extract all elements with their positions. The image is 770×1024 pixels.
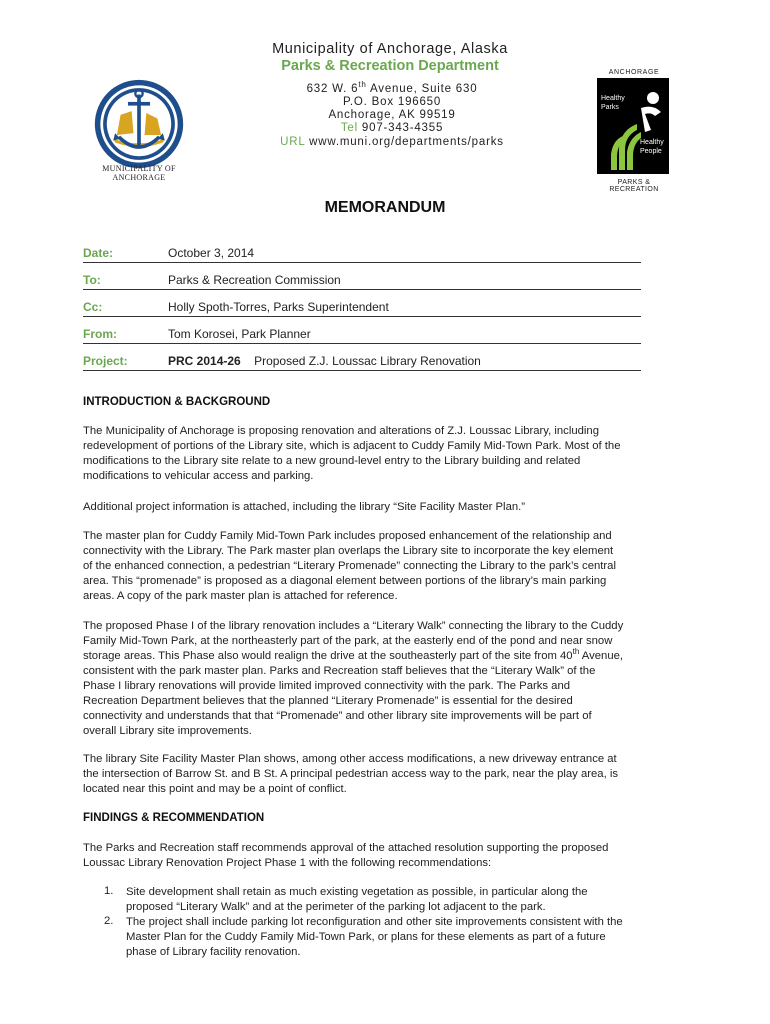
hp-logo-top-text: ANCHORAGE: [608, 69, 660, 76]
municipality-title: Municipality of Anchorage, Alaska: [272, 41, 508, 57]
paragraph-site-facility: The library Site Facility Master Plan shows, among other access modifications, a new driveway entrance at the intersection of Barrow St. and B St. A principal pedestrian access way to the park, near the play area, is located near this point and may be a point of conflict.: [83, 753, 619, 795]
to-value: Parks & Recreation Commission: [168, 273, 341, 287]
municipality-seal-icon: [93, 78, 185, 170]
seal-caption: MUNICIPALITY OF ANCHORAGE: [102, 164, 176, 182]
address-line-2: P.O. Box 196650: [342, 96, 442, 108]
divider: [83, 343, 641, 344]
list-number: 1.: [104, 885, 114, 897]
to-label: To:: [83, 273, 101, 287]
list-number: 2.: [104, 915, 114, 927]
address-line-1: 632 W. 6th Avenue, Suite 630: [306, 80, 478, 95]
divider: [83, 370, 641, 371]
paragraph-intro: The Municipality of Anchorage is proposing renovation and alterations of Z.J. Loussac Library, including redevelopment of portions of the Library site, which is adjacent to Cuddy Family Mid-Town Park. Most of the modifications to the Library site relate to a new ground-level entry to the Library building and related modifications to vehicular access and parking.: [83, 425, 621, 482]
hp-logo-bottom-text: PARKS & RECREATION: [609, 179, 659, 193]
list-item: Site development shall retain as much existing vegetation as possible, in particular along the proposed “Literary Walk” and at the perimeter of the parking lot adjacent to the park.: [126, 886, 588, 913]
paragraph-phase-one: The proposed Phase I of the library renovation includes a “Literary Walk” connecting the library to the Cuddy Family Mid-Town Park, at the northeasterly part of the park, at the easterly end of the pond and near snow storage areas. This Phase also would realign the drive at the southeasterly part of the site from 40th Avenue, consistent with the park master plan. Parks and Recreation staff believes that the “Literary Walk” of the Phase I library renovations will provide limited improved connectivity with the park. The Parks and Recreation Department believes that the planned “Literary Promenade” is essential for the desired connectivity and understands that that “Promenade” and other library site improvements will be part of overall Library site improvements.: [83, 620, 624, 737]
website-url[interactable]: URL www.muni.org/departments/parks: [280, 136, 504, 148]
healthy-parks-logo-icon: [597, 78, 669, 174]
divider: [83, 289, 641, 290]
from-label: From:: [83, 327, 117, 341]
cc-label: Cc:: [83, 300, 103, 314]
cc-value: Holly Spoth-Torres, Parks Superintendent: [168, 300, 389, 314]
hp-logo-parks: Parks: [601, 104, 619, 111]
project-value: PRC 2014-26 Proposed Z.J. Loussac Library Renovation: [168, 354, 481, 368]
from-value: Tom Korosei, Park Planner: [168, 327, 311, 341]
list-item: The project shall include parking lot reconfiguration and other site improvements consistent with the Master Plan for the Cuddy Family Mid-Town Park, or plans for these elements as part of a future phase of Library facility renovation.: [126, 916, 623, 958]
hp-logo-healthy-2: Healthy: [640, 139, 664, 146]
date-label: Date:: [83, 246, 114, 260]
date-value: October 3, 2014: [168, 246, 255, 260]
paragraph-master-plan: The master plan for Cuddy Family Mid-Town Park includes proposed enhancement of the relationship and connectivity with the Library. The Park master plan overlaps the Library site to incorporate the key element of the enhanced connection, a pedestrian “Literary Promenade” connecting the Library to the park’s central area. This “promenade” is proposed as a diagonal element between portions of the library’s main parking areas. A copy of the park master plan is attached for reference.: [83, 530, 616, 602]
paragraph-additional-info: Additional project information is attached, including the library “Site Facility Master Plan.”: [83, 501, 526, 513]
telephone: Tel 907-343-4355: [340, 122, 444, 134]
divider: [83, 316, 641, 317]
findings-heading: FINDINGS & RECOMMENDATION: [83, 812, 265, 824]
address-line-3: Anchorage, AK 99519: [328, 109, 456, 121]
department-title: Parks & Recreation Department: [281, 58, 499, 74]
divider: [83, 262, 641, 263]
hp-logo-people: People: [640, 148, 662, 155]
memo-title: MEMORANDUM: [324, 199, 446, 216]
paragraph-recommendation: The Parks and Recreation staff recommends approval of the attached resolution supporting the proposed Loussac Library Renovation Project Phase 1 with the following recommendations:: [83, 842, 609, 869]
project-label: Project:: [83, 354, 128, 368]
intro-heading: INTRODUCTION & BACKGROUND: [83, 396, 271, 408]
hp-logo-healthy-1: Healthy: [601, 95, 625, 102]
